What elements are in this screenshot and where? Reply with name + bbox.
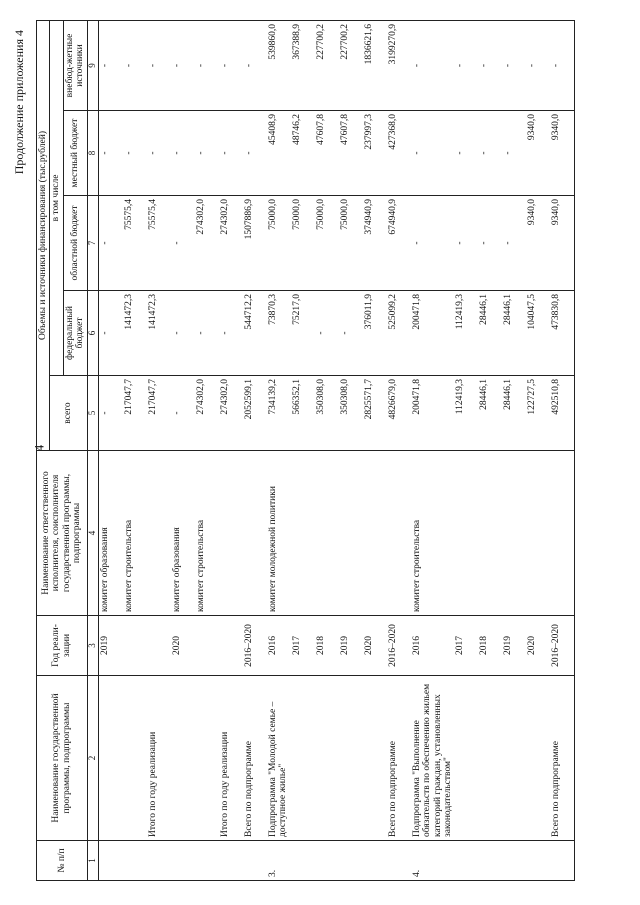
row-number xyxy=(98,841,123,881)
row-number xyxy=(195,841,219,881)
row-extrabudget: - xyxy=(171,20,195,110)
row-total: - xyxy=(98,376,123,451)
table-row xyxy=(526,20,550,880)
row-extrabudget: - xyxy=(526,20,550,110)
row-executor xyxy=(219,451,243,616)
row-total: 28446,1 xyxy=(478,376,502,451)
row-program-name xyxy=(315,676,339,841)
row-number xyxy=(243,841,267,881)
row-year: 2016–2020 xyxy=(550,616,575,676)
table-row xyxy=(98,20,123,880)
row-program-name xyxy=(526,676,550,841)
table-row xyxy=(123,20,147,880)
row-local: 427368,0 xyxy=(387,111,411,196)
row-program-name xyxy=(171,676,195,841)
row-program-name: Итого по году реализации xyxy=(147,676,171,841)
row-federal: 473830,8 xyxy=(550,291,575,376)
header-index: 6 xyxy=(87,291,98,376)
row-local: - xyxy=(454,111,478,196)
row-local: 47607,8 xyxy=(339,111,363,196)
table-row xyxy=(478,20,502,880)
row-local: 45408,9 xyxy=(267,111,291,196)
row-program-name xyxy=(363,676,387,841)
header-extrabudget: внебюд-жетные источники xyxy=(63,20,87,110)
row-federal: 544712,2 xyxy=(243,291,267,376)
table-row xyxy=(339,20,363,880)
row-federal: - xyxy=(171,291,195,376)
row-regional: 674940,9 xyxy=(387,196,411,291)
row-total: 734139,2 xyxy=(267,376,291,451)
row-federal: - xyxy=(195,291,219,376)
header-index: 2 xyxy=(87,676,98,841)
row-total: 122727,5 xyxy=(526,376,550,451)
row-federal: - xyxy=(98,291,123,376)
row-year: 2017 xyxy=(454,616,478,676)
row-federal: - xyxy=(315,291,339,376)
row-regional: - xyxy=(411,196,455,291)
row-executor: комитет образования xyxy=(171,451,195,616)
row-program-name: Всего по подпрограмме xyxy=(387,676,411,841)
row-regional: 374940,9 xyxy=(363,196,387,291)
row-local: 48746,2 xyxy=(291,111,315,196)
row-executor xyxy=(454,451,478,616)
table-body xyxy=(98,20,575,880)
row-local: 9340,0 xyxy=(526,111,550,196)
row-executor xyxy=(478,451,502,616)
row-executor xyxy=(243,451,267,616)
row-regional: 75000,0 xyxy=(339,196,363,291)
row-regional: 1507886,9 xyxy=(243,196,267,291)
row-executor: комитет строительства xyxy=(411,451,455,616)
row-year: 2020 xyxy=(363,616,387,676)
row-program-name: Подпрограмма "Выполнение обязательств по обеспечению жильем категорий граждан, установленных законодательством" xyxy=(411,676,455,841)
landscape-sheet xyxy=(8,18,628,893)
row-number xyxy=(550,841,575,881)
row-federal: - xyxy=(219,291,243,376)
row-local: - xyxy=(219,111,243,196)
row-total: 350308,0 xyxy=(339,376,363,451)
row-number: 4. xyxy=(411,841,455,881)
row-executor xyxy=(502,451,526,616)
row-federal: 75217,0 xyxy=(291,291,315,376)
row-extrabudget: - xyxy=(195,20,219,110)
table-row xyxy=(171,20,195,880)
row-local: 237997,3 xyxy=(363,111,387,196)
row-number xyxy=(315,841,339,881)
row-total: 492510,8 xyxy=(550,376,575,451)
row-federal: 112419,3 xyxy=(454,291,478,376)
row-extrabudget: - xyxy=(123,20,147,110)
row-federal: 200471,8 xyxy=(411,291,455,376)
table-row xyxy=(267,20,291,880)
row-executor xyxy=(315,451,339,616)
row-regional: - xyxy=(98,196,123,291)
table-row xyxy=(147,20,171,880)
row-extrabudget: - xyxy=(243,20,267,110)
row-executor: комитет строительства xyxy=(123,451,147,616)
row-executor: комитет строительства xyxy=(195,451,219,616)
row-extrabudget: 539860,0 xyxy=(267,20,291,110)
header-number: № п/п xyxy=(37,841,88,881)
row-extrabudget: - xyxy=(454,20,478,110)
row-federal: 104047,5 xyxy=(526,291,550,376)
row-executor xyxy=(387,451,411,616)
row-regional: 75000,0 xyxy=(315,196,339,291)
row-local: - xyxy=(171,111,195,196)
row-number xyxy=(147,841,171,881)
header-index: 7 xyxy=(87,196,98,291)
row-total: 2825571,7 xyxy=(363,376,387,451)
row-total: 566352,1 xyxy=(291,376,315,451)
header-index: 5 xyxy=(87,376,98,451)
row-extrabudget: - xyxy=(98,20,123,110)
row-federal: 28446,1 xyxy=(478,291,502,376)
row-year: 2016–2020 xyxy=(243,616,267,676)
row-extrabudget: 367388,9 xyxy=(291,20,315,110)
row-local: 9340,0 xyxy=(550,111,575,196)
row-program-name xyxy=(123,676,147,841)
row-program-name xyxy=(454,676,478,841)
row-federal: 73870,3 xyxy=(267,291,291,376)
row-number xyxy=(339,841,363,881)
row-number: 3. xyxy=(267,841,291,881)
row-extrabudget: 1836621,6 xyxy=(363,20,387,110)
table-row xyxy=(502,20,526,880)
row-extrabudget: - xyxy=(147,20,171,110)
row-number xyxy=(171,841,195,881)
header-year: Год реали-зации xyxy=(37,616,88,676)
row-extrabudget: 3199270,9 xyxy=(387,20,411,110)
row-executor: комитет молодежной политики xyxy=(267,451,291,616)
row-regional: 75575,4 xyxy=(147,196,171,291)
row-year: 2018 xyxy=(315,616,339,676)
row-total: - xyxy=(171,376,195,451)
row-executor: комитет образования xyxy=(98,451,123,616)
table-row xyxy=(550,20,575,880)
row-number xyxy=(291,841,315,881)
table-row xyxy=(454,20,478,880)
header-local: местный бюджет xyxy=(63,111,87,196)
row-local: - xyxy=(478,111,502,196)
row-year xyxy=(219,616,243,676)
row-total: 217047,7 xyxy=(123,376,147,451)
header-index: 9 xyxy=(87,20,98,110)
table-row xyxy=(219,20,243,880)
table-row xyxy=(363,20,387,880)
row-regional: 75000,0 xyxy=(291,196,315,291)
header-index: 8 xyxy=(87,111,98,196)
row-number xyxy=(387,841,411,881)
row-extrabudget: - xyxy=(478,20,502,110)
table-row xyxy=(243,20,267,880)
table-row xyxy=(315,20,339,880)
table-row xyxy=(411,20,455,880)
row-federal: - xyxy=(339,291,363,376)
row-extrabudget: - xyxy=(502,20,526,110)
row-year xyxy=(195,616,219,676)
row-regional: - xyxy=(502,196,526,291)
row-year: 2019 xyxy=(339,616,363,676)
row-number xyxy=(502,841,526,881)
row-executor xyxy=(363,451,387,616)
header-regional: областной бюджет xyxy=(63,196,87,291)
row-number xyxy=(219,841,243,881)
continuation-caption: Продолжение приложения 4 xyxy=(12,30,26,175)
header-financing-group: Объемы и источники финансирования (тыс.рублей) xyxy=(37,20,50,450)
row-program-name xyxy=(195,676,219,841)
table-row xyxy=(291,20,315,880)
row-total: 274302,0 xyxy=(195,376,219,451)
row-number xyxy=(454,841,478,881)
row-regional: - xyxy=(478,196,502,291)
row-extrabudget: - xyxy=(219,20,243,110)
row-local: - xyxy=(98,111,123,196)
header-executor: Наименование ответственного исполнителя, соисполнителя государственной программы, подпрограммы xyxy=(37,451,88,616)
row-extrabudget: - xyxy=(550,20,575,110)
row-regional: 75000,0 xyxy=(267,196,291,291)
row-executor xyxy=(147,451,171,616)
header-program-name: Наименование государственной программы, подпрограммы xyxy=(37,676,88,841)
page-number: 4 xyxy=(31,444,47,452)
row-total: 4826679,0 xyxy=(387,376,411,451)
table-row xyxy=(195,20,219,880)
header-index: 4 xyxy=(87,451,98,616)
row-year xyxy=(123,616,147,676)
row-total: 274302,0 xyxy=(219,376,243,451)
row-program-name xyxy=(502,676,526,841)
row-executor xyxy=(339,451,363,616)
row-extrabudget: - xyxy=(411,20,455,110)
row-regional: 274302,0 xyxy=(195,196,219,291)
row-regional: 9340,0 xyxy=(526,196,550,291)
row-program-name xyxy=(98,676,123,841)
row-total: 112419,3 xyxy=(454,376,478,451)
row-year: 2020 xyxy=(526,616,550,676)
row-number xyxy=(526,841,550,881)
row-total: 28446,1 xyxy=(502,376,526,451)
header-index: 3 xyxy=(87,616,98,676)
row-federal: 141472,3 xyxy=(147,291,171,376)
row-local: - xyxy=(195,111,219,196)
header-total: всего xyxy=(50,376,87,451)
row-local: - xyxy=(243,111,267,196)
row-program-name: Подпрограмма "Молодой семье – доступное жилье" xyxy=(267,676,291,841)
row-extrabudget: 227700,2 xyxy=(315,20,339,110)
row-total: 2052599,1 xyxy=(243,376,267,451)
row-local: - xyxy=(123,111,147,196)
row-local: - xyxy=(147,111,171,196)
row-extrabudget: 227700,2 xyxy=(339,20,363,110)
financing-table xyxy=(36,20,575,881)
row-year: 2019 xyxy=(502,616,526,676)
row-executor xyxy=(550,451,575,616)
row-federal: 376011,9 xyxy=(363,291,387,376)
row-local: - xyxy=(411,111,455,196)
row-program-name: Итого по году реализации xyxy=(219,676,243,841)
row-program-name xyxy=(339,676,363,841)
row-year: 2018 xyxy=(478,616,502,676)
row-year: 2016 xyxy=(267,616,291,676)
row-regional: 75575,4 xyxy=(123,196,147,291)
row-number xyxy=(363,841,387,881)
header-federal: федеральный бюджет xyxy=(63,291,87,376)
row-number xyxy=(478,841,502,881)
row-number xyxy=(123,841,147,881)
row-regional: 9340,0 xyxy=(550,196,575,291)
header-index: 1 xyxy=(87,841,98,881)
row-program-name xyxy=(478,676,502,841)
row-program-name: Всего по подпрограмме xyxy=(550,676,575,841)
row-year: 2019 xyxy=(98,616,123,676)
row-local: - xyxy=(502,111,526,196)
row-regional: 274302,0 xyxy=(219,196,243,291)
row-year: 2017 xyxy=(291,616,315,676)
header-including: в том числе xyxy=(50,20,63,375)
row-total: 200471,8 xyxy=(411,376,455,451)
row-local: 47607,8 xyxy=(315,111,339,196)
row-total: 217047,7 xyxy=(147,376,171,451)
row-regional: - xyxy=(454,196,478,291)
row-total: 350308,0 xyxy=(315,376,339,451)
row-executor xyxy=(526,451,550,616)
row-year: 2016–2020 xyxy=(387,616,411,676)
row-year: 2016 xyxy=(411,616,455,676)
row-federal: 141472,3 xyxy=(123,291,147,376)
row-executor xyxy=(291,451,315,616)
row-program-name xyxy=(291,676,315,841)
row-year: 2020 xyxy=(171,616,195,676)
row-federal: 525099,2 xyxy=(387,291,411,376)
row-program-name: Всего по подпрограмме xyxy=(243,676,267,841)
row-federal: 28446,1 xyxy=(502,291,526,376)
table-row xyxy=(387,20,411,880)
row-regional: - xyxy=(171,196,195,291)
row-year xyxy=(147,616,171,676)
